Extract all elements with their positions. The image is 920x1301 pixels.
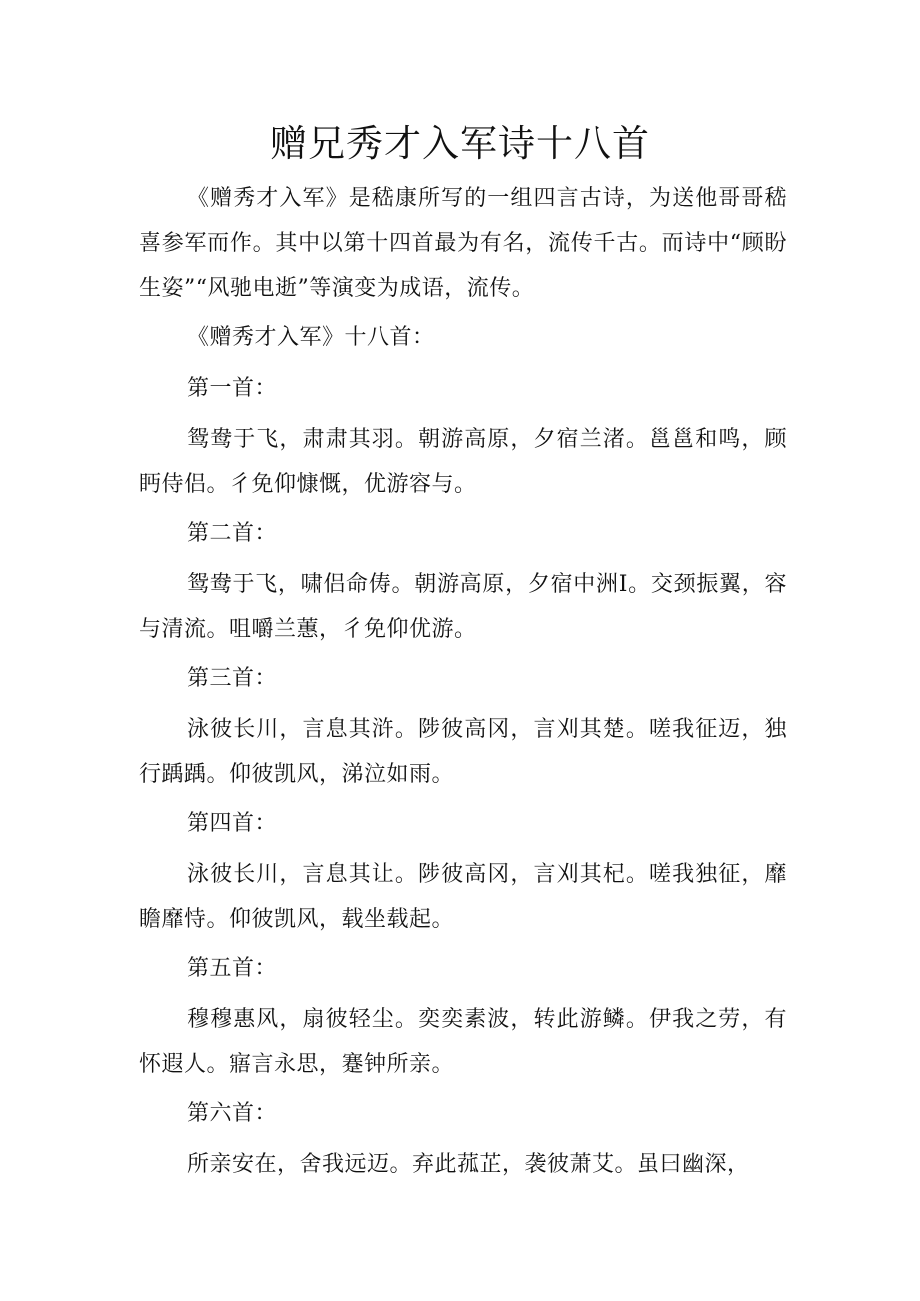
poem-heading: 第四首： [187,811,278,836]
poem-text: 泳彼长川，言息其浒。陟彼高冈，言刈其楚。嗟我征迈，独行踽踽。仰彼凯风，涕泣如雨。 [139,717,787,787]
poem-heading: 第六首： [187,1101,278,1126]
poem-text: 所亲安在，舍我远迈。弃此菰芷，袭彼萧艾。虽曰幽深， [187,1152,750,1177]
document-body [139,176,787,1191]
poem-heading: 第五首： [187,956,278,981]
poem-heading: 第一首： [187,376,278,401]
poem-text: 鸳鸯于飞，啸侣命俦。朝游高原，夕宿中洲Ⅰ。交颈振翼，容与清流。咀嚼兰蕙，彳免仰优游。 [139,572,787,642]
intro-paragraph: 《赠秀才入军》是嵇康所写的一组四言古诗，为送他哥哥嵇喜参军而作。其中以第十四首最为有名，流传千古。而诗中“顾盼生姿”“风驰电逝”等演变为成语，流传。 [139,186,787,301]
poem-text: 泳彼长川，言息其让。陟彼高冈，言刈其杞。嗟我独征，靡瞻靡恃。仰彼凯风，载坐载起。 [139,862,787,932]
poem-text: 鸳鸯于飞，肃肃其羽。朝游高原，夕宿兰渚。邕邕和鸣，顾眄侍侣。彳免仰慷慨，优游容与。 [139,427,787,497]
collection-heading: 《赠秀才入军》十八首： [187,325,435,350]
poem-heading: 第二首： [187,521,278,546]
poem-text: 穆穆惠风，扇彼轻尘。奕奕素波，转此游鳞。伊我之劳，有怀遐人。寤言永思，蹇钟所亲。 [139,1007,787,1077]
poem-heading: 第三首： [187,666,278,691]
document-title: 赠兄秀才入军诗十八首 [270,122,650,165]
